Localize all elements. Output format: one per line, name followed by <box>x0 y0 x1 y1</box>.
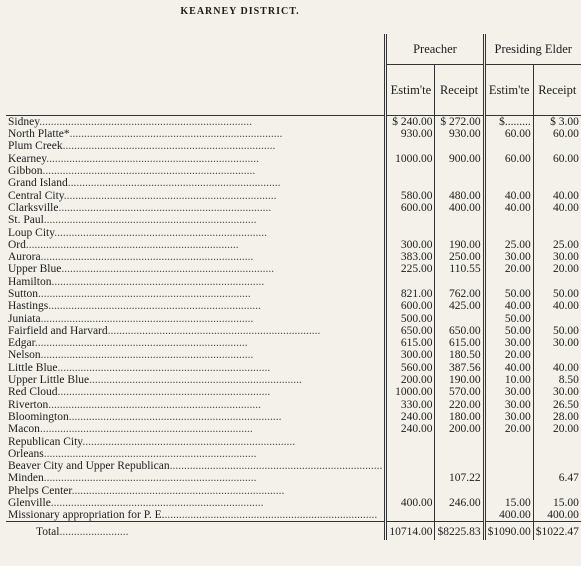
circuit-name-text: Ord <box>8 238 26 251</box>
elder-receipt: 400.00 <box>533 509 581 522</box>
table-row <box>6 276 581 288</box>
elder-estimate: 10.00 <box>484 374 533 386</box>
circuit-name: Riverton.......................................................................... <box>8 398 261 411</box>
preacher-receipt <box>435 485 484 497</box>
preacher-estimate: 650.00 <box>386 325 435 337</box>
elder-receipt: 28.00 <box>533 411 581 423</box>
elder-receipt: 15.00 <box>533 497 581 509</box>
circuit-name-text: Bloomington <box>8 410 69 423</box>
elder-receipt <box>533 435 581 447</box>
total-label: Total........................ <box>6 522 386 541</box>
circuit-name-text: Upper Blue <box>8 263 62 276</box>
circuit-name: Republican City.......................................................................... <box>8 435 296 448</box>
total-elder-receipt: $1022.47 <box>533 522 581 541</box>
preacher-estimate <box>386 177 435 189</box>
preacher-receipt: $ 272.00 <box>435 116 484 129</box>
preacher-receipt: 190.00 <box>435 374 484 386</box>
elder-estimate <box>484 214 533 226</box>
elder-receipt <box>533 226 581 238</box>
elder-receipt <box>533 177 581 189</box>
elder-receipt: 25.00 <box>533 239 581 251</box>
elder-receipt <box>533 140 581 152</box>
circuit-name: Plum Creek.......................................................................... <box>8 140 276 153</box>
preacher-estimate <box>386 140 435 152</box>
total-row <box>6 522 581 541</box>
preacher-receipt: 107.22 <box>435 472 484 484</box>
table-row <box>6 263 581 275</box>
elder-estimate: 60.00 <box>484 128 533 140</box>
preacher-estimate: $ 240.00 <box>386 116 435 129</box>
elder-receipt: 20.00 <box>533 423 581 435</box>
elder-estimate: 50.00 <box>484 325 533 337</box>
elder-receipt: 30.00 <box>533 251 581 263</box>
table-row <box>6 472 581 484</box>
preacher-receipt: 900.00 <box>435 153 484 165</box>
presiding-elder-header: Presiding Elder <box>484 34 581 65</box>
preacher-estimate: 580.00 <box>386 189 435 201</box>
circuit-name-text: Nelson <box>8 349 41 362</box>
elder-estimate: 30.00 <box>484 399 533 411</box>
table-row <box>6 214 581 226</box>
circuit-name-text: Glenville <box>8 497 51 510</box>
elder-receipt: 40.00 <box>533 362 581 374</box>
elder-estimate <box>484 276 533 288</box>
preacher-receipt <box>435 448 484 460</box>
elder-estimate <box>484 448 533 460</box>
elder-receipt <box>533 312 581 324</box>
preacher-receipt: 387.56 <box>435 362 484 374</box>
table-row <box>6 362 581 374</box>
table-row <box>6 189 581 201</box>
table-row <box>6 509 581 522</box>
table-row <box>6 312 581 324</box>
table-row <box>6 140 581 152</box>
elder-receipt <box>533 165 581 177</box>
preacher-estimate <box>386 448 435 460</box>
circuit-name-text: Red Cloud <box>8 386 58 399</box>
circuit-name-text: St. Paul <box>8 214 44 227</box>
circuit-name: Hastings.......................................................................... <box>8 300 261 313</box>
preacher-estimate: 615.00 <box>386 337 435 349</box>
elder-estimate: 30.00 <box>484 411 533 423</box>
circuit-name: Fairfield and Harvard.......................................................................... <box>8 324 321 337</box>
preacher-receipt <box>435 140 484 152</box>
circuit-name: Aurora.......................................................................... <box>8 251 254 264</box>
elder-estimate: 40.00 <box>484 189 533 201</box>
preacher-estimate: 300.00 <box>386 239 435 251</box>
table-row <box>6 226 581 238</box>
table-row <box>6 153 581 165</box>
total-preacher-estimate: 10714.00 <box>386 522 435 541</box>
circuit-name: Sutton.......................................................................... <box>8 288 251 300</box>
circuit-name-text: Sutton <box>8 288 39 300</box>
circuit-name-text: Orleans <box>8 447 44 460</box>
circuit-name: Upper Blue.......................................................................... <box>8 263 275 276</box>
circuit-name: Kearney.......................................................................... <box>8 152 259 165</box>
preacher-receipt <box>435 509 484 522</box>
preacher-receipt <box>435 214 484 226</box>
elder-estimate: 20.00 <box>484 263 533 275</box>
preacher-receipt: 200.00 <box>435 423 484 435</box>
circuit-name-text: Kearney <box>8 152 47 165</box>
preacher-estimate <box>386 214 435 226</box>
circuit-name: Gibbon.......................................................................... <box>8 165 256 178</box>
circuit-name: Ord.......................................................................... <box>8 238 239 251</box>
circuit-name-text: Plum Creek <box>8 140 63 153</box>
page-title: KEARNEY DISTRICT. <box>180 6 300 17</box>
preacher-receipt: 425.00 <box>435 300 484 312</box>
preacher-receipt: 615.00 <box>435 337 484 349</box>
preacher-estimate: 600.00 <box>386 202 435 214</box>
preacher-estimate <box>386 485 435 497</box>
elder-estimate <box>484 472 533 484</box>
elder-estimate <box>484 140 533 152</box>
elder-receipt: 6.47 <box>533 472 581 484</box>
circuit-name: North Platte*.......................................................................... <box>8 128 283 141</box>
table-row <box>6 165 581 177</box>
preacher-estimate: 200.00 <box>386 374 435 386</box>
preacher-estimate: 600.00 <box>386 300 435 312</box>
circuit-name: Clarksville.......................................................................... <box>8 201 272 214</box>
total-elder-estimate: $1090.00 <box>484 522 533 541</box>
table-row <box>6 497 581 509</box>
elder-receipt <box>533 349 581 361</box>
preacher-estimate <box>386 226 435 238</box>
elder-receipt <box>533 214 581 226</box>
preacher-estimate <box>386 165 435 177</box>
circuit-name-text: Macon <box>8 423 40 436</box>
blank-header <box>6 34 386 65</box>
preacher-estimate: 930.00 <box>386 128 435 140</box>
preacher-estimate: 400.00 <box>386 497 435 509</box>
circuit-name: Beaver City and Upper Republican.......................................................................... <box>8 460 383 473</box>
circuit-name-text: Edgar <box>8 337 35 350</box>
table-row <box>6 251 581 263</box>
circuit-name: Bloomington.......................................................................... <box>8 410 282 423</box>
circuit-name: Missionary appropriation for P. E........................................................................... <box>8 509 378 522</box>
preacher-estimate: 240.00 <box>386 423 435 435</box>
elder-estimate: 30.00 <box>484 386 533 398</box>
preacher-receipt: 930.00 <box>435 128 484 140</box>
circuit-name: Macon.......................................................................... <box>8 423 253 436</box>
preacher-estimate-header: Estim'te <box>386 65 435 116</box>
circuit-name: Orleans.......................................................................... <box>8 447 257 460</box>
circuit-name: Grand Island.......................................................................... <box>8 177 281 190</box>
elder-estimate: 25.00 <box>484 239 533 251</box>
circuit-name-text: Phelps Center <box>8 484 72 497</box>
elder-estimate: 40.00 <box>484 300 533 312</box>
circuit-name-text: Grand Island <box>8 177 68 190</box>
elder-receipt <box>533 448 581 460</box>
table-row <box>6 177 581 189</box>
table-row <box>6 448 581 460</box>
preacher-receipt: 220.00 <box>435 399 484 411</box>
circuit-name-text: Riverton <box>8 398 49 411</box>
circuit-name: Little Blue.......................................................................... <box>8 361 271 374</box>
preacher-receipt: 650.00 <box>435 325 484 337</box>
elder-estimate: 60.00 <box>484 153 533 165</box>
preacher-receipt: 110.55 <box>435 263 484 275</box>
elder-estimate <box>484 485 533 497</box>
table-row <box>6 386 581 398</box>
preacher-header: Preacher <box>386 34 484 65</box>
table-row <box>6 116 581 129</box>
circuit-name: Red Cloud.......................................................................... <box>8 386 271 399</box>
circuit-name: Edgar.......................................................................... <box>8 337 248 350</box>
elder-receipt: 60.00 <box>533 128 581 140</box>
circuit-name-text: Fairfield and Harvard <box>8 324 108 337</box>
district-table <box>6 34 581 540</box>
table-row <box>6 325 581 337</box>
circuit-name-text: Aurora <box>8 251 41 264</box>
circuit-name: Juniata.......................................................................... <box>8 312 254 325</box>
preacher-receipt <box>435 312 484 324</box>
circuit-name-text: Hastings <box>8 300 49 313</box>
elder-receipt: 50.00 <box>533 288 581 300</box>
elder-receipt: 40.00 <box>533 300 581 312</box>
elder-receipt: 30.00 <box>533 386 581 398</box>
total-preacher-receipt: $8225.83 <box>435 522 484 541</box>
circuit-name-text: Juniata <box>8 312 41 325</box>
circuit-name-text: Republican City <box>8 435 83 448</box>
table-row <box>6 460 581 472</box>
elder-receipt: 50.00 <box>533 325 581 337</box>
elder-receipt: 8.50 <box>533 374 581 386</box>
table-row <box>6 288 581 300</box>
circuit-name-text: Upper Little Blue <box>8 374 90 387</box>
preacher-estimate: 1000.00 <box>386 153 435 165</box>
circuit-name: Hamilton.......................................................................... <box>8 275 265 288</box>
elder-receipt: 40.00 <box>533 189 581 201</box>
table-row <box>6 300 581 312</box>
circuit-name-text: Sidney <box>8 116 40 128</box>
elder-receipt: $ 3.00 <box>533 116 581 129</box>
preacher-estimate: 225.00 <box>386 263 435 275</box>
preacher-estimate: 1000.00 <box>386 386 435 398</box>
preacher-receipt-header: Receipt <box>435 65 484 116</box>
table-row <box>6 239 581 251</box>
circuit-name: Upper Little Blue.......................................................................... <box>8 374 302 387</box>
circuit-name: Sidney.......................................................................... <box>8 116 252 128</box>
preacher-estimate <box>386 460 435 472</box>
elder-estimate: 50.00 <box>484 288 533 300</box>
circuit-name: Nelson.......................................................................... <box>8 349 254 362</box>
preacher-estimate: 560.00 <box>386 362 435 374</box>
elder-estimate: 50.00 <box>484 312 533 324</box>
circuit-name-text: Beaver City and Upper Republican <box>8 460 170 473</box>
elder-estimate: 40.00 <box>484 202 533 214</box>
circuit-name-text: Clarksville <box>8 201 59 214</box>
preacher-receipt: 190.00 <box>435 239 484 251</box>
preacher-estimate: 240.00 <box>386 411 435 423</box>
elder-estimate <box>484 177 533 189</box>
elder-estimate <box>484 435 533 447</box>
elder-receipt: 26.50 <box>533 399 581 411</box>
preacher-estimate <box>386 276 435 288</box>
elder-receipt: 40.00 <box>533 202 581 214</box>
circuit-name: St. Paul.......................................................................... <box>8 214 257 227</box>
circuit-name-text: Central City <box>8 189 64 202</box>
table-row <box>6 411 581 423</box>
elder-estimate <box>484 226 533 238</box>
circuit-name: Phelps Center.......................................................................... <box>8 484 285 497</box>
table-row <box>6 128 581 140</box>
elder-estimate: 20.00 <box>484 349 533 361</box>
preacher-estimate <box>386 435 435 447</box>
elder-estimate: 20.00 <box>484 423 533 435</box>
preacher-receipt <box>435 435 484 447</box>
preacher-estimate: 821.00 <box>386 288 435 300</box>
preacher-estimate: 330.00 <box>386 399 435 411</box>
circuit-name-text: Little Blue <box>8 361 58 374</box>
preacher-estimate: 300.00 <box>386 349 435 361</box>
circuit-name-text: Missionary appropriation for P. E. <box>8 509 165 522</box>
preacher-estimate <box>386 509 435 522</box>
elder-estimate: 30.00 <box>484 337 533 349</box>
circuit-name: Loup City.......................................................................... <box>8 226 267 239</box>
circuit-name-text: Hamilton <box>8 275 52 288</box>
elder-estimate: 30.00 <box>484 251 533 263</box>
table-row <box>6 399 581 411</box>
elder-receipt: 30.00 <box>533 337 581 349</box>
preacher-receipt <box>435 165 484 177</box>
preacher-receipt: 570.00 <box>435 386 484 398</box>
preacher-receipt: 246.00 <box>435 497 484 509</box>
elder-estimate: 40.00 <box>484 362 533 374</box>
table-row <box>6 202 581 214</box>
preacher-receipt <box>435 276 484 288</box>
elder-receipt-header: Receipt <box>533 65 581 116</box>
preacher-receipt: 762.00 <box>435 288 484 300</box>
circuit-name: Central City.......................................................................... <box>8 189 277 202</box>
elder-estimate: $......... <box>484 116 533 129</box>
preacher-estimate: 500.00 <box>386 312 435 324</box>
preacher-estimate <box>386 472 435 484</box>
elder-receipt: 20.00 <box>533 263 581 275</box>
circuit-name-text: Minden <box>8 472 44 485</box>
elder-receipt <box>533 485 581 497</box>
elder-estimate <box>484 165 533 177</box>
table-row <box>6 423 581 435</box>
preacher-receipt: 400.00 <box>435 202 484 214</box>
table-row <box>6 485 581 497</box>
elder-receipt <box>533 460 581 472</box>
circuit-name-text: Loup City <box>8 226 55 239</box>
preacher-receipt: 480.00 <box>435 189 484 201</box>
elder-estimate: 15.00 <box>484 497 533 509</box>
circuit-name-text: Gibbon <box>8 165 43 178</box>
table-row <box>6 374 581 386</box>
circuit-name-text: North Platte* <box>8 128 70 141</box>
preacher-receipt: 180.50 <box>435 349 484 361</box>
preacher-receipt: 250.00 <box>435 251 484 263</box>
preacher-estimate: 383.00 <box>386 251 435 263</box>
circuit-name: Minden.......................................................................... <box>8 472 257 485</box>
table-row <box>6 349 581 361</box>
table-row <box>6 337 581 349</box>
table-row <box>6 435 581 447</box>
total-name: Total <box>36 526 60 539</box>
preacher-receipt <box>435 460 484 472</box>
circuit-name: Glenville.......................................................................... <box>8 497 264 510</box>
elder-estimate-header: Estim'te <box>484 65 533 116</box>
elder-receipt: 60.00 <box>533 153 581 165</box>
elder-estimate: 400.00 <box>484 509 533 522</box>
elder-receipt <box>533 276 581 288</box>
preacher-receipt <box>435 177 484 189</box>
preacher-receipt <box>435 226 484 238</box>
elder-estimate <box>484 460 533 472</box>
preacher-receipt: 180.00 <box>435 411 484 423</box>
name-col-header <box>6 65 386 116</box>
